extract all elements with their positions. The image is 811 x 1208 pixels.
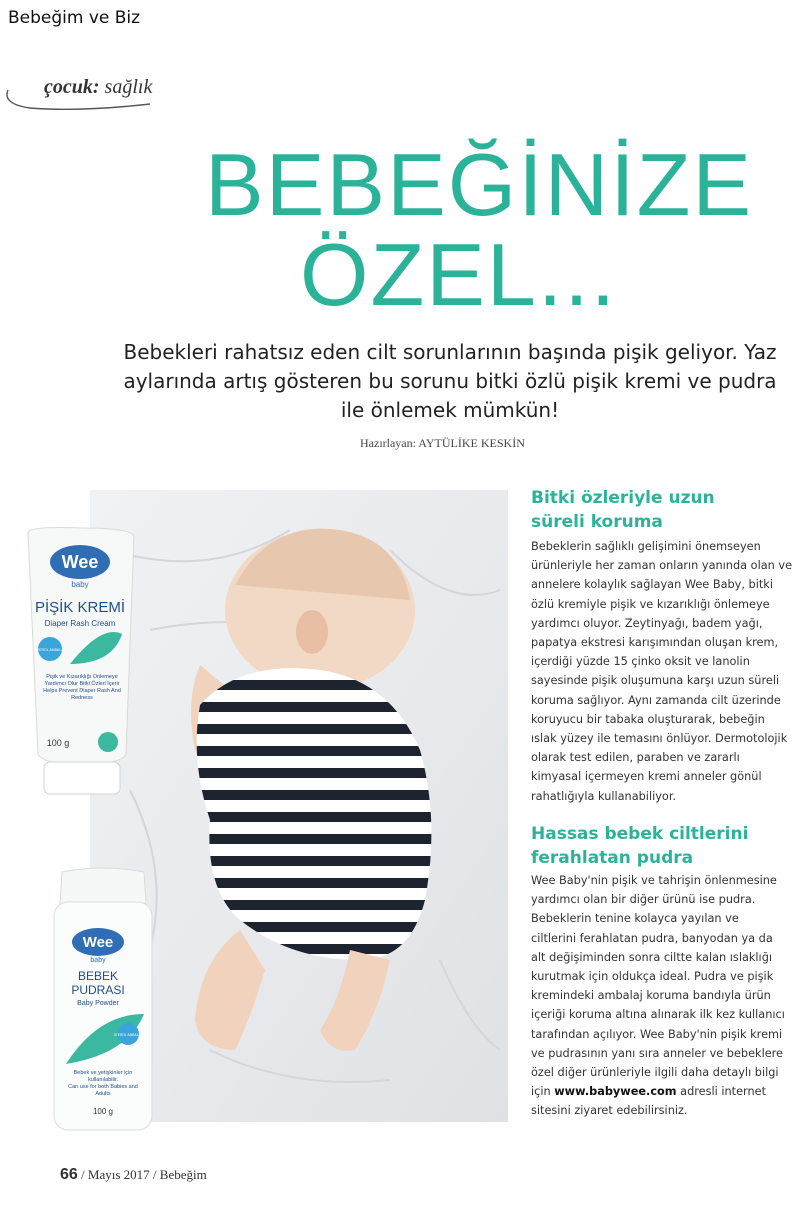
section1-line: koruyucu bir tabaka oluşturarak, bebeğin (531, 712, 765, 726)
section1-line: sayesinde pişik oluşumuna karşı uzun süreli (531, 674, 780, 688)
byline: Hazırlayan: AYTÜLİKE KESKİN (360, 436, 525, 450)
cream-desc: Pişik ve Kızarıklığı Önlemeye Yardımcı Olur Bitki Özleri İçerir (44, 674, 120, 687)
section2-line: ciltlerini ferahlatan pudra, banyodan ya da (531, 931, 773, 945)
powder-name1: BEBEK (77, 969, 119, 983)
footer-issue: / Mayıs 2017 / Bebeğim (77, 1167, 207, 1182)
section-topic: sağlık (104, 76, 153, 98)
page-footer (60, 1166, 207, 1184)
section1-heading-line1: Bitki özleriyle uzun (531, 488, 715, 508)
cream-weight: 100 g (46, 738, 70, 748)
section1-line: Bebeklerin sağlıklı gelişimini önemseyen (531, 540, 761, 553)
section1-body (531, 537, 799, 806)
section1-line: papatya ekstresi karışımından oluşan krem, (531, 636, 779, 650)
section2-line: kurutmak için oldukça ideal. Pudra ve pişik (531, 970, 774, 984)
diaper-rash-cream-product (22, 524, 140, 796)
page-title-line2: ÖZEL... (300, 225, 618, 324)
baby-powder-product (48, 864, 158, 1134)
section2-line: Wee Baby'nin pişik ve tahrişin önlenmesine (531, 874, 777, 887)
powder-desc: Bebek ve yetişkinler için kullanılabilir. (73, 1070, 133, 1083)
page-number: 66 (60, 1166, 78, 1183)
section-tag (44, 76, 152, 99)
powder-brand: Wee (82, 934, 114, 951)
section2-line: ve pudrasının yanı sıra anneler ve bebeklere (531, 1046, 784, 1060)
section2-line: alt değişiminden sonra ciltte kalan ıslaklığı (531, 950, 773, 964)
section2-line: yardımcı olan bir diğer ürünü ise pudra. (531, 893, 756, 907)
section2-line: içeriği koruma altına alınarak ilk kez kullanıcı (531, 1008, 785, 1022)
cream-seal-icon (98, 732, 118, 752)
section1-line: koruma sağlıyor. Aynı zamanda cilt üzerinde (531, 693, 781, 707)
section2-line: tarafından açılıyor. Wee Baby'nin pişik kremi (531, 1027, 783, 1041)
link-prefix: için (531, 1085, 555, 1099)
powder-en: Baby Powder (77, 1000, 119, 1007)
section2-line-link (531, 1082, 799, 1101)
section2-heading-line1: Hassas bebek ciltlerini (531, 824, 749, 844)
cream-en: Diaper Rash Cream (44, 619, 116, 628)
section2-heading (531, 822, 799, 870)
lead-paragraph: Bebekleri rahatsız eden cilt sorunlarının başında pişik geliyor. Yaz aylarında artış gösteren bu sorunu bitki özlü pişik kremi ve pudra ile önlemek mümkün! (123, 340, 777, 422)
section2-line: sitesini ziyaret edebilirsiniz. (531, 1104, 688, 1118)
powder-name2: PUDRASI (71, 983, 125, 997)
section1-line: rahatlığıyla kullanabiliyor. (531, 789, 677, 803)
section1-line: içerdiği yüzde 15 çinko oksit ve lanolin (531, 655, 750, 669)
cream-brand: Wee (61, 552, 99, 572)
magazine-label: Bebeğim ve Biz (8, 8, 141, 28)
section1-line: ıslak yüzey ile temasını önlüyor. Dermotolojik (531, 732, 788, 746)
powder-desc-en: Can use for both Babies and Adults (68, 1084, 138, 1097)
section1-line: kimyasal içermeyen kremi anneler gönül (531, 770, 762, 784)
cream-sub: baby (71, 580, 89, 589)
section1-line: yardımcı oluyor. Zeytinyağı, badem yağı, (531, 616, 763, 630)
section1-line: annelere kolaylık sağlayan Wee Baby, bitki (531, 578, 773, 592)
section1-line: özlü kremiyle pişik ve kızarıklığı önlemeye (531, 597, 770, 611)
section2-line: özel diğer ürünleriyle ilgili daha detaylı bilgi (531, 1066, 779, 1080)
section-category: çocuk: (44, 76, 100, 98)
section2-body (531, 871, 799, 1121)
cream-badge: STEROL AMBALAJ (34, 648, 66, 652)
section1-heading (531, 486, 799, 534)
powder-sub: baby (90, 957, 106, 964)
website-link[interactable]: www.babywee.com (554, 1085, 677, 1099)
link-suffix: adresli internet (676, 1085, 767, 1099)
section1-line: olarak test edilen, paraben ve zararlı (531, 751, 740, 765)
section1-heading-line2: süreli koruma (531, 512, 663, 532)
cream-name: PİŞİK KREMİ (34, 599, 126, 616)
section1-line: ürünleriyle her zaman onların yanında olan ve (531, 559, 793, 573)
section2-line: kremindeki ambalaj koruma bandıyla ürün (531, 989, 771, 1003)
section2-line: Bebeklerin tenine kolayca yayılan ve (531, 912, 739, 926)
page-title-line1: BEBEĞİNİZE (205, 135, 754, 234)
powder-badge: STEROL AMBALAJ (113, 1033, 143, 1037)
section2-heading-line2: ferahlatan pudra (531, 848, 694, 868)
cream-desc-en: Helps Prevent Diaper Rash And Redness (43, 688, 121, 701)
powder-weight: 100 g (92, 1107, 114, 1116)
